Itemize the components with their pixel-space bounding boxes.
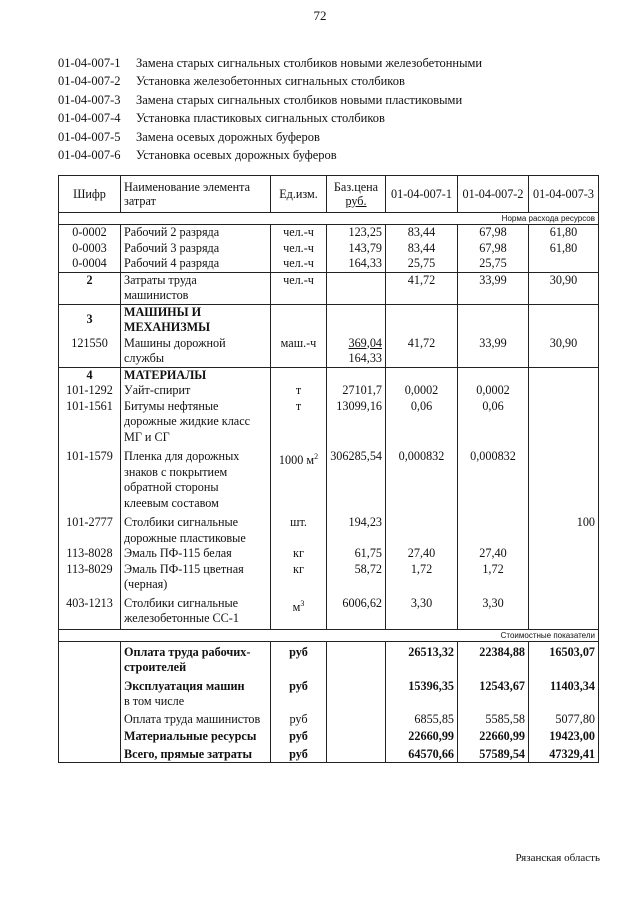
table-row: 4 МАТЕРИАЛЫ [59, 367, 599, 383]
table-header [59, 176, 599, 213]
table-row: 113-8029 Эмаль ПФ-115 цветная (черная) кг 58,72 1,72 1,72 [59, 562, 599, 593]
cost-label-row [59, 629, 599, 641]
table-row: 121550 Машины дорожной службы маш.-ч 369,04 164,33 41,72 33,99 30,90 [59, 336, 599, 368]
page-number: 72 [313, 8, 327, 23]
code: 01-04-007-4 [58, 111, 121, 126]
code: 01-04-007-6 [58, 147, 121, 162]
code-text: Установка осевых дорожных буферов [136, 147, 337, 162]
total-row: Оплата труда машинистов руб 6855,85 5585,58 5077,80 [59, 710, 599, 728]
code-text: Замена старых сигнальных столбиков новыми пластиковыми [136, 92, 463, 107]
table-row: 101-1579 Пленка для дорожных знаков с покрытием обратной стороны клеевым составом 1000 $м^2$ 306285,54 0,000832 0,000832 [59, 445, 599, 511]
code-text: Установка пластиковых сигнальных столбиков [136, 111, 385, 126]
code-text: Замена старых сигнальных столбиков новыми железобетонными [136, 56, 483, 70]
code: 01-04-007-2 [58, 74, 121, 89]
code-line [58, 72, 482, 90]
code: 01-04-007-5 [58, 129, 121, 144]
code: 01-04-007-1 [58, 56, 121, 70]
code-line [58, 128, 482, 146]
header-name: Наименование элемента затрат [121, 176, 271, 213]
code-text: Замена осевых дорожных буферов [136, 129, 320, 144]
total-row: Эксплуатация машин руб 15396,35 12543,67 11403,34 [59, 676, 599, 695]
norm-label-row [59, 213, 599, 225]
table-row: 101-1561 Битумы нефтяные дорожные жидкие класс МГ и СГ т 13099,16 0,06 0,06 [59, 399, 599, 446]
table-row: 101-1292 Уайт-спирит т 27101,7 0,0002 0,0002 [59, 383, 599, 399]
norm-label: Норма расхода ресурсов [59, 213, 599, 225]
header-cipher: Шифр [59, 176, 121, 213]
total-row: Всего, прямые затраты руб 64570,66 57589,54 47329,41 [59, 745, 599, 763]
total-row: Оплата труда рабочих- строителей руб 26513,32 22384,88 16503,07 [59, 641, 599, 676]
code-line [58, 146, 482, 164]
header-col3: 01-04-007-3 [529, 176, 599, 213]
table-row: 101-2777 Столбики сигнальные дорожные пластиковые шт. 194,23 100 [59, 511, 599, 546]
cost-label: Стоимостные показатели [59, 629, 599, 641]
code-list [58, 54, 482, 164]
header-col2: 01-04-007-2 [458, 176, 529, 213]
header-col1: 01-04-007-1 [386, 176, 458, 213]
table-row: 2 Затраты труда машинистов чел.-ч 41,72 33,99 30,90 [59, 272, 599, 304]
code-line [58, 54, 482, 72]
header-unit: Ед.изм. [271, 176, 327, 213]
table-row: 0-0003 Рабочий 3 разряда чел.-ч 143,79 83,44 67,98 61,80 [59, 241, 599, 257]
total-row: Материальные ресурсы руб 22660,99 22660,99 19423,00 [59, 727, 599, 745]
table-row: 0-0004 Рабочий 4 разряда чел.-ч 164,33 25,75 25,75 [59, 256, 599, 272]
code-line [58, 91, 482, 109]
table-row: 0-0002 Рабочий 2 разряда чел.-ч 123,25 83,44 67,98 61,80 [59, 225, 599, 241]
code-text: Установка железобетонных сигнальных столбиков [136, 74, 405, 89]
resource-table [58, 175, 599, 763]
table-row: 113-8028 Эмаль ПФ-115 белая кг 61,75 27,40 27,40 [59, 546, 599, 562]
header-price: Баз.цена руб. [327, 176, 386, 213]
region-footer: Рязанская область [515, 852, 600, 864]
total-row: в том числе [59, 694, 599, 710]
table-row: 403-1213 Столбики сигнальные железобетонные СС-1 $м^3$ 6006,62 3,30 3,30 [59, 593, 599, 630]
code: 01-04-007-3 [58, 92, 121, 107]
table-row: 3 МАШИНЫ И МЕХАНИЗМЫ [59, 304, 599, 336]
code-line [58, 109, 482, 127]
